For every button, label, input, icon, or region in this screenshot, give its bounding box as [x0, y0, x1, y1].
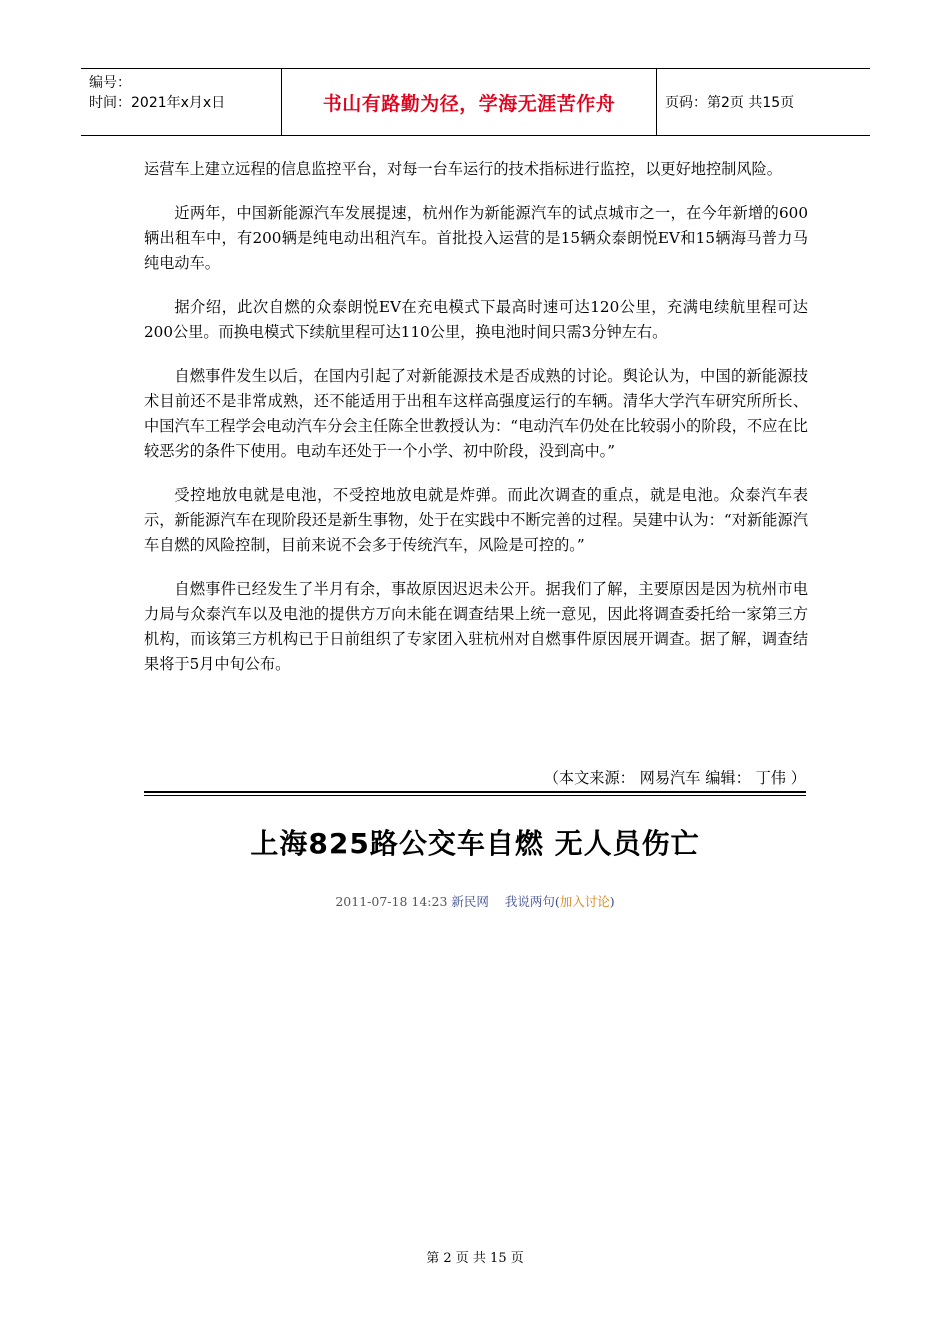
header-meta — [81, 69, 281, 135]
article-paragraph: 自燃事件发生以后，在国内引起了对新能源技术是否成熟的讨论。舆论认为，中国的新能源技术目前还不是非常成熟，还不能适用于出租车这样高强度运行的车辆。清华大学汽车研究所所长、中国汽车工程学会电动汽车分会主任陈全世教授认为：“电动汽车仍处在比较弱小的阶段，不应在比较恶劣的条件下使用。电动车还处于一个小学、初中阶段，没到高中。” — [144, 367, 808, 460]
join-discussion-link[interactable]: 加入讨论 — [559, 894, 610, 909]
article-paragraph: 运营车上建立远程的信息监控平台，对每一台车运行的技术指标进行监控，以更好地控制风险。 — [144, 160, 782, 178]
document-number-label: 编号： — [89, 75, 131, 91]
article-paragraph: 自燃事件已经发生了半月有余，事故原因迟迟未公开。据我们了解，主要原因是因为杭州市电力局与众泰汽车以及电池的提供方万向未能在调查结果上统一意见，因此将调查委托给一家第三方机构，而该第三方机构已于日前组织了专家团入驻杭州对自燃事件原因展开调查。据了解，调查结果将于5月中旬公布。 — [144, 580, 808, 673]
article-paragraph: 受控地放电就是电池，不受控地放电就是炸弹。而此次调查的重点，就是电池。众泰汽车表示，新能源汽车在现阶段还是新生事物，处于在实践中不断完善的过程。吴建中认为：“对新能源汽车自燃的风险控制，目前来说不会多于传统汽车，风险是可控的。” — [144, 486, 808, 554]
article-datetime: 2011-07-18 14:23 — [335, 894, 448, 909]
comment-prefix: 我说两句( — [504, 894, 560, 909]
header-motto: 书山有路勤为径，学海无涯苦作舟 — [281, 69, 657, 135]
section-divider — [144, 791, 806, 796]
comment-suffix: ) — [609, 894, 615, 909]
next-article-headline: 上海825路公交车自燃 无人员伤亡 — [250, 827, 700, 860]
article-site-link[interactable]: 新民网 — [451, 894, 489, 909]
next-article-meta — [144, 892, 806, 910]
article-paragraph: 近两年，中国新能源汽车发展提速，杭州作为新能源汽车的试点城市之一，在今年新增的600辆出租车中，有200辆是纯电动出租汽车。首批投入运营的是15辆众泰朗悦EV和15辆海马普力马 纯电动车。 — [144, 204, 808, 272]
document-time-label: 时间：2021年x月x日 — [89, 95, 226, 111]
article-paragraph: 据介绍，此次自燃的众泰朗悦EV在充电模式下最高时速可达120公里，充满电续航里程可达200公里。而换电模式下续航里程可达110公里，换电池时间只需3分钟左右。 — [144, 298, 808, 341]
header-page-info: 页码：第2页 共15页 — [665, 95, 795, 111]
article-body — [144, 157, 808, 696]
page-header — [81, 68, 870, 136]
page-footer: 第 2 页 共 15 页 — [426, 1251, 524, 1266]
article-source: （本文来源： 网易汽车 编辑： 丁伟 ） — [543, 769, 806, 787]
